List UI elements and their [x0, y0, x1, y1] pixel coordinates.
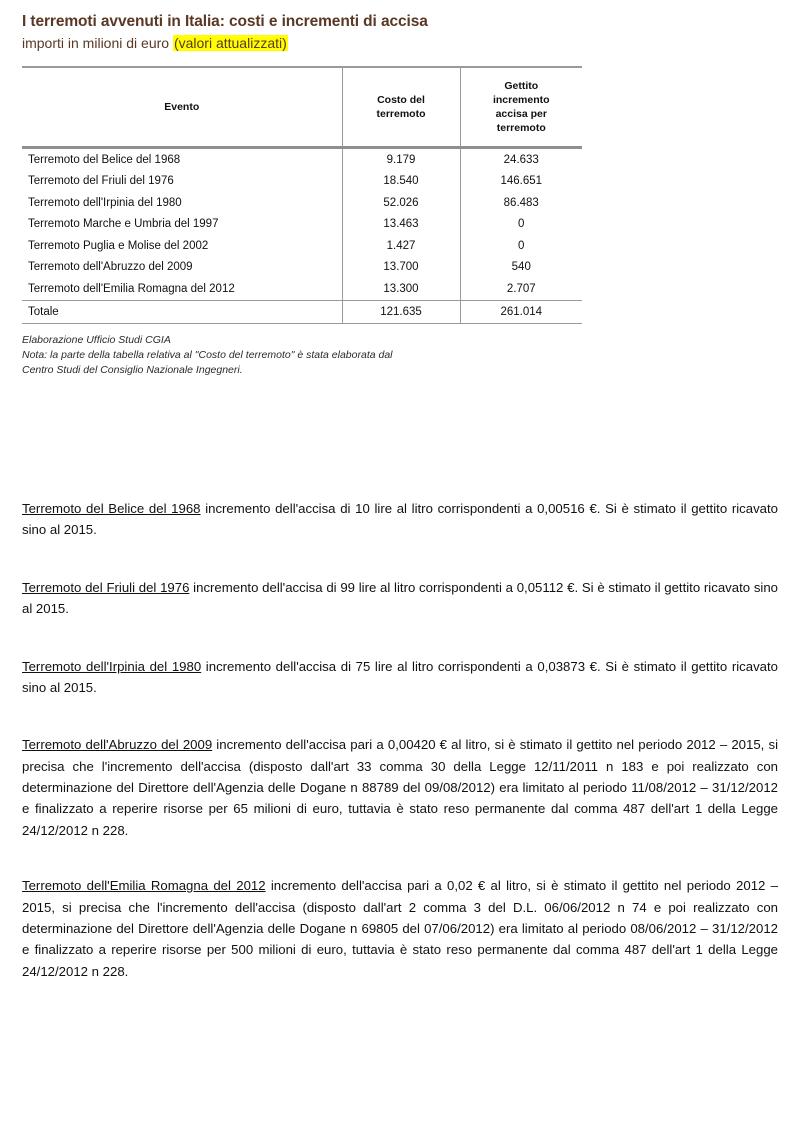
- paragraph-irpinia: [22, 656, 778, 699]
- footnote-note-line1: Nota: la parte della tabella relativa al "Costo del terremoto" è stata elaborata dal: [22, 349, 393, 362]
- paragraph-belice-text: incremento dell'accisa di 10 lire al litro corrispondenti a 0,00516 €. Si è stimato il gettito ricavato sino al 2015.: [22, 501, 778, 538]
- cell-gettito: 0: [460, 235, 582, 257]
- cell-cost: 13.300: [342, 278, 460, 300]
- earthquake-costs-table-wrapper: [22, 66, 582, 324]
- table-total-body: [22, 301, 582, 323]
- paragraph-emilia-text: incremento dell'accisa pari a 0,02 € al litro, si è stimato il gettito nel periodo 2012 – 2015, si precisa che l'incremento dell'accisa (disposto dall'art 2 comma 3 del D.L. 06/06/2012 n 74 e poi realizzato con determinazione del Direttore dell'Agenzia delle Dogane n 69805 del 07/06/2012) era limitato al periodo 08/06/2012 – 31/12/2012 e finalizzato a reperire risorse per 500 milioni di euro, tuttavia è stato reso permanente dal comma 487 dell'art 1 della Legge 24/12/2012 n 228.: [22, 878, 778, 979]
- table-row: [22, 257, 582, 279]
- paragraph-friuli-lead: Terremoto del Friuli del 1976: [22, 579, 190, 595]
- table-row: [22, 214, 582, 236]
- column-header-gettito-line4: terremoto: [496, 122, 546, 135]
- paragraph-friuli-text: incremento dell'accisa di 99 lire al litro corrispondenti a 0,05112 €. Si è stimato il gettito ricavato sino al 2015.: [22, 579, 779, 617]
- paragraph-abruzzo: [22, 734, 778, 841]
- table-row: [22, 149, 582, 171]
- column-header-costo-line2: terremoto: [376, 108, 426, 120]
- footnote-source: Elaborazione Ufficio Studi CGIA: [22, 334, 171, 346]
- cell-gettito: 2.707: [460, 278, 582, 300]
- cell-event: Terremoto dell'Emilia Romagna del 2012: [28, 282, 235, 295]
- table-bottom-rule: [22, 323, 582, 324]
- cell-event: Terremoto Marche e Umbria del 1997: [28, 218, 219, 231]
- table-row: [22, 171, 582, 193]
- cell-cost: 52.026: [342, 192, 460, 214]
- body-text: [22, 498, 778, 1016]
- column-header-costo-line1: Costo del: [377, 93, 425, 106]
- cell-total-cost: 121.635: [342, 301, 460, 323]
- earthquake-costs-table: [22, 68, 582, 146]
- table-header: [22, 68, 582, 146]
- cell-event: Terremoto del Friuli del 1976: [28, 175, 174, 188]
- paragraph-abruzzo-lead: Terremoto dell'Abruzzo del 2009: [22, 737, 213, 753]
- cell-event: Terremoto Puglia e Molise del 2002: [28, 239, 209, 252]
- cell-event: Terremoto del Belice del 1968: [28, 153, 181, 166]
- document-header: [22, 12, 762, 53]
- paragraph-abruzzo-text: incremento dell'accisa pari a 0,00420 € al litro, si è stimato il gettito nel periodo 2012 – 2015, si precisa che l'incremento dell'accisa (disposto dall'art 33 comma 30 della Legge 12/11/2011 n 183 e poi realizzato con determinazione del Direttore dell'Agenzia delle Dogane n 88789 del 09/08/2012) era limitato al periodo 11/08/2012 – 31/12/2012 e finalizzato a reperire risorse per 65 milioni di euro, tuttavia è stato reso permanente dal comma 487 dell'art 1 della Legge 24/12/2012 n 228.: [22, 737, 778, 838]
- table-footnote: [22, 333, 642, 379]
- footnote-note-line2: Centro Studi del Consiglio Nazionale Ingegneri.: [22, 364, 243, 377]
- paragraph-irpinia-lead: Terremoto dell'Irpinia del 1980: [22, 658, 202, 674]
- cell-cost: 13.463: [342, 214, 460, 236]
- paragraph-emilia-romagna: [22, 875, 778, 982]
- cell-gettito: 0: [460, 214, 582, 236]
- page-subtitle: [22, 34, 762, 52]
- column-header-costo: [342, 68, 460, 146]
- paragraph-belice-lead: Terremoto del Belice del 1968: [22, 501, 201, 516]
- column-header-gettito-line3: accisa per: [495, 108, 547, 120]
- paragraph-irpinia-text: incremento dell'accisa di 75 lire al litro corrispondenti a 0,03873 €. Si è stimato il gettito ricavato sino al 2015.: [22, 658, 778, 695]
- table-row: [22, 235, 582, 257]
- cell-cost: 9.179: [342, 149, 460, 171]
- cell-gettito: 24.633: [460, 149, 582, 171]
- table-row: [22, 192, 582, 214]
- cell-gettito: 540: [460, 257, 582, 279]
- table-total-row: [22, 301, 582, 323]
- paragraph-friuli: [22, 577, 778, 620]
- cell-gettito: 146.651: [460, 171, 582, 193]
- cell-total-gettito: 261.014: [460, 301, 582, 323]
- table-header-row: [22, 68, 582, 146]
- cell-total-label: Totale: [28, 305, 59, 318]
- subtitle-plain-text: importi in milioni di euro: [22, 35, 173, 52]
- column-header-evento-label: Evento: [164, 100, 200, 113]
- column-header-gettito-line2: incremento: [492, 93, 550, 106]
- table-row: [22, 278, 582, 300]
- cell-event: Terremoto dell'Irpinia del 1980: [28, 196, 182, 209]
- cell-cost: 13.700: [342, 257, 460, 279]
- page-title: I terremoti avvenuti in Italia: costi e incrementi di accisa: [22, 13, 428, 30]
- table-body: [22, 149, 582, 300]
- paragraph-emilia-lead: Terremoto dell'Emilia Romagna del 2012: [22, 878, 266, 894]
- cell-cost: 18.540: [342, 171, 460, 193]
- column-header-gettito-line1: Gettito: [504, 79, 539, 92]
- cell-gettito: 86.483: [460, 192, 582, 214]
- subtitle-highlight-text: (valori attualizzati): [173, 35, 287, 52]
- earthquake-costs-table-total: [22, 301, 582, 323]
- cell-cost: 1.427: [342, 235, 460, 257]
- paragraph-belice: [22, 498, 778, 541]
- column-header-gettito: [460, 68, 582, 146]
- column-header-evento: [22, 68, 342, 146]
- cell-event: Terremoto dell'Abruzzo del 2009: [28, 261, 193, 274]
- earthquake-costs-table-body: [22, 149, 582, 300]
